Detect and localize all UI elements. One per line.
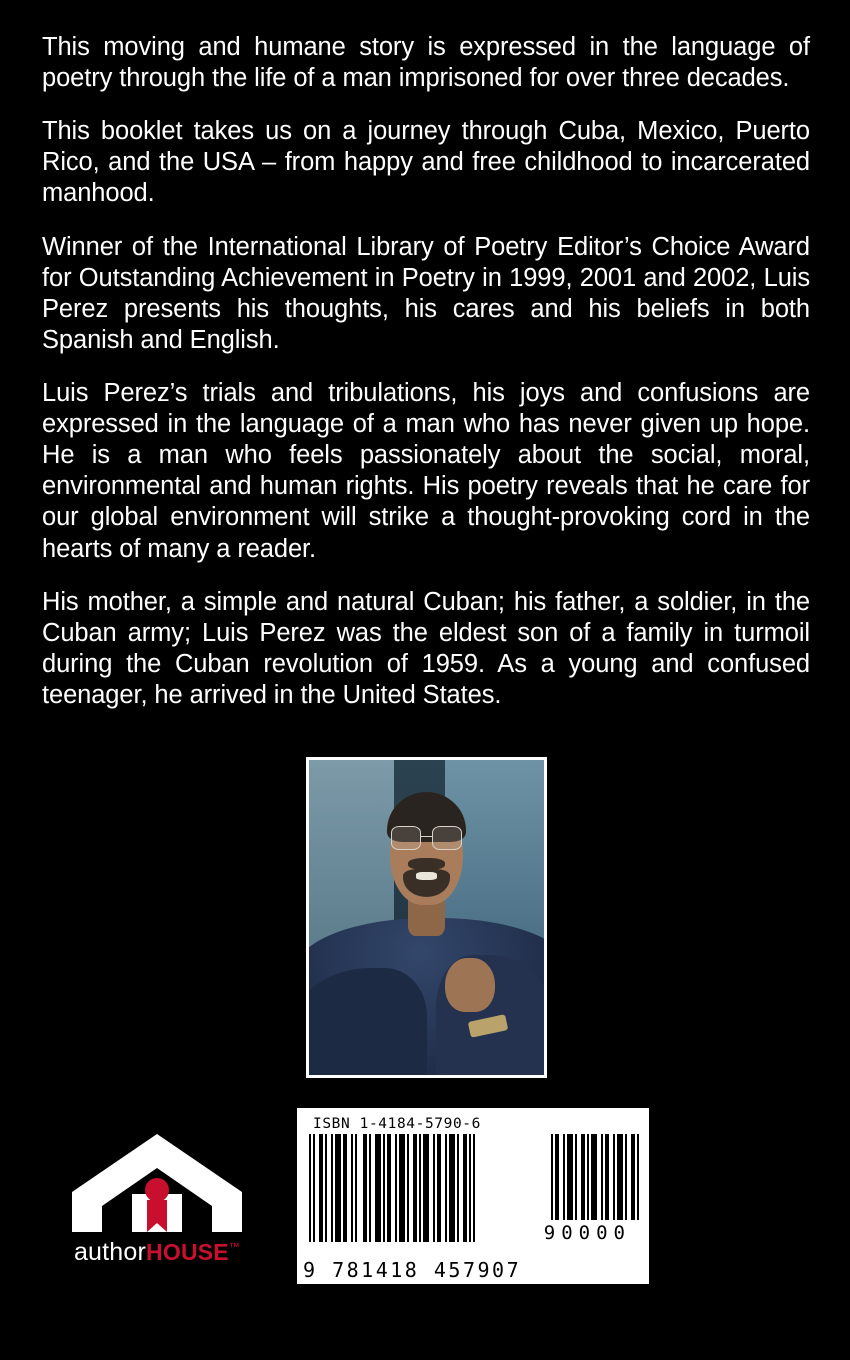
- addon-digits: 90000: [543, 1222, 631, 1244]
- ean-digits: 9 781418 457907: [303, 1258, 522, 1282]
- ean5-addon-bars: [551, 1134, 639, 1220]
- publisher-logo: [46, 1128, 268, 1278]
- photo-glasses-bridge: [421, 836, 432, 838]
- blurb-paragraph-2: This booklet takes us on a journey through Cuba, Mexico, Puerto Rico, and the USA – from happy and free childhood to incarcerated manhood.: [42, 117, 810, 208]
- publisher-wordmark: [46, 1238, 268, 1267]
- author-photo: [306, 757, 547, 1078]
- photo-hand: [445, 958, 494, 1012]
- blurb-paragraph-5: His mother, a simple and natural Cuban; his father, a soldier, in the Cuban army; Luis Perez was the eldest son of a family in turmoil during the Cuban revolution of 1959. As a young and confused teenager, he arrived in the United States.: [42, 587, 810, 709]
- book-description: [42, 32, 810, 711]
- author-photo-image: [309, 760, 544, 1075]
- photo-glasses-lens-right: [432, 826, 462, 850]
- blurb-paragraph-4: Luis Perez’s trials and tribulations, his joys and confusions are expressed in the language of a man who has never given up hope. He is a man who feels passionately about the social, moral, environmental and human rights. His poetry reveals that he care for our global environment will strike a thought-provoking cord in the hearts of many a reader.: [42, 378, 810, 563]
- photo-shoulder-left: [309, 968, 427, 1075]
- publisher-wordmark-author: author: [73, 1238, 147, 1266]
- blurb-paragraph-3: Winner of the International Library of Poetry Editor’s Choice Award for Outstanding Achievement in Poetry in 1999, 2001 and 2002, Luis Perez presents his thoughts, his cares and his beliefs in both Spanish and English.: [42, 232, 810, 354]
- barcode-bars-row: [305, 1134, 641, 1242]
- publisher-wordmark-house: HOUSE: [146, 1239, 229, 1265]
- ean13-bars: [309, 1134, 475, 1242]
- blurb-paragraph-1: This moving and humane story is expressed in the language of poetry through the life of a man imprisoned for over three decades.: [42, 33, 810, 93]
- photo-smile: [416, 872, 437, 880]
- photo-glasses-lens-left: [391, 826, 421, 850]
- isbn-text: ISBN 1-4184-5790-6: [313, 1116, 481, 1132]
- authorhouse-house-bookmark-icon: [46, 1128, 268, 1240]
- publisher-trademark: ™: [228, 1241, 241, 1254]
- photo-glasses: [391, 826, 462, 850]
- isbn-barcode: [297, 1108, 649, 1284]
